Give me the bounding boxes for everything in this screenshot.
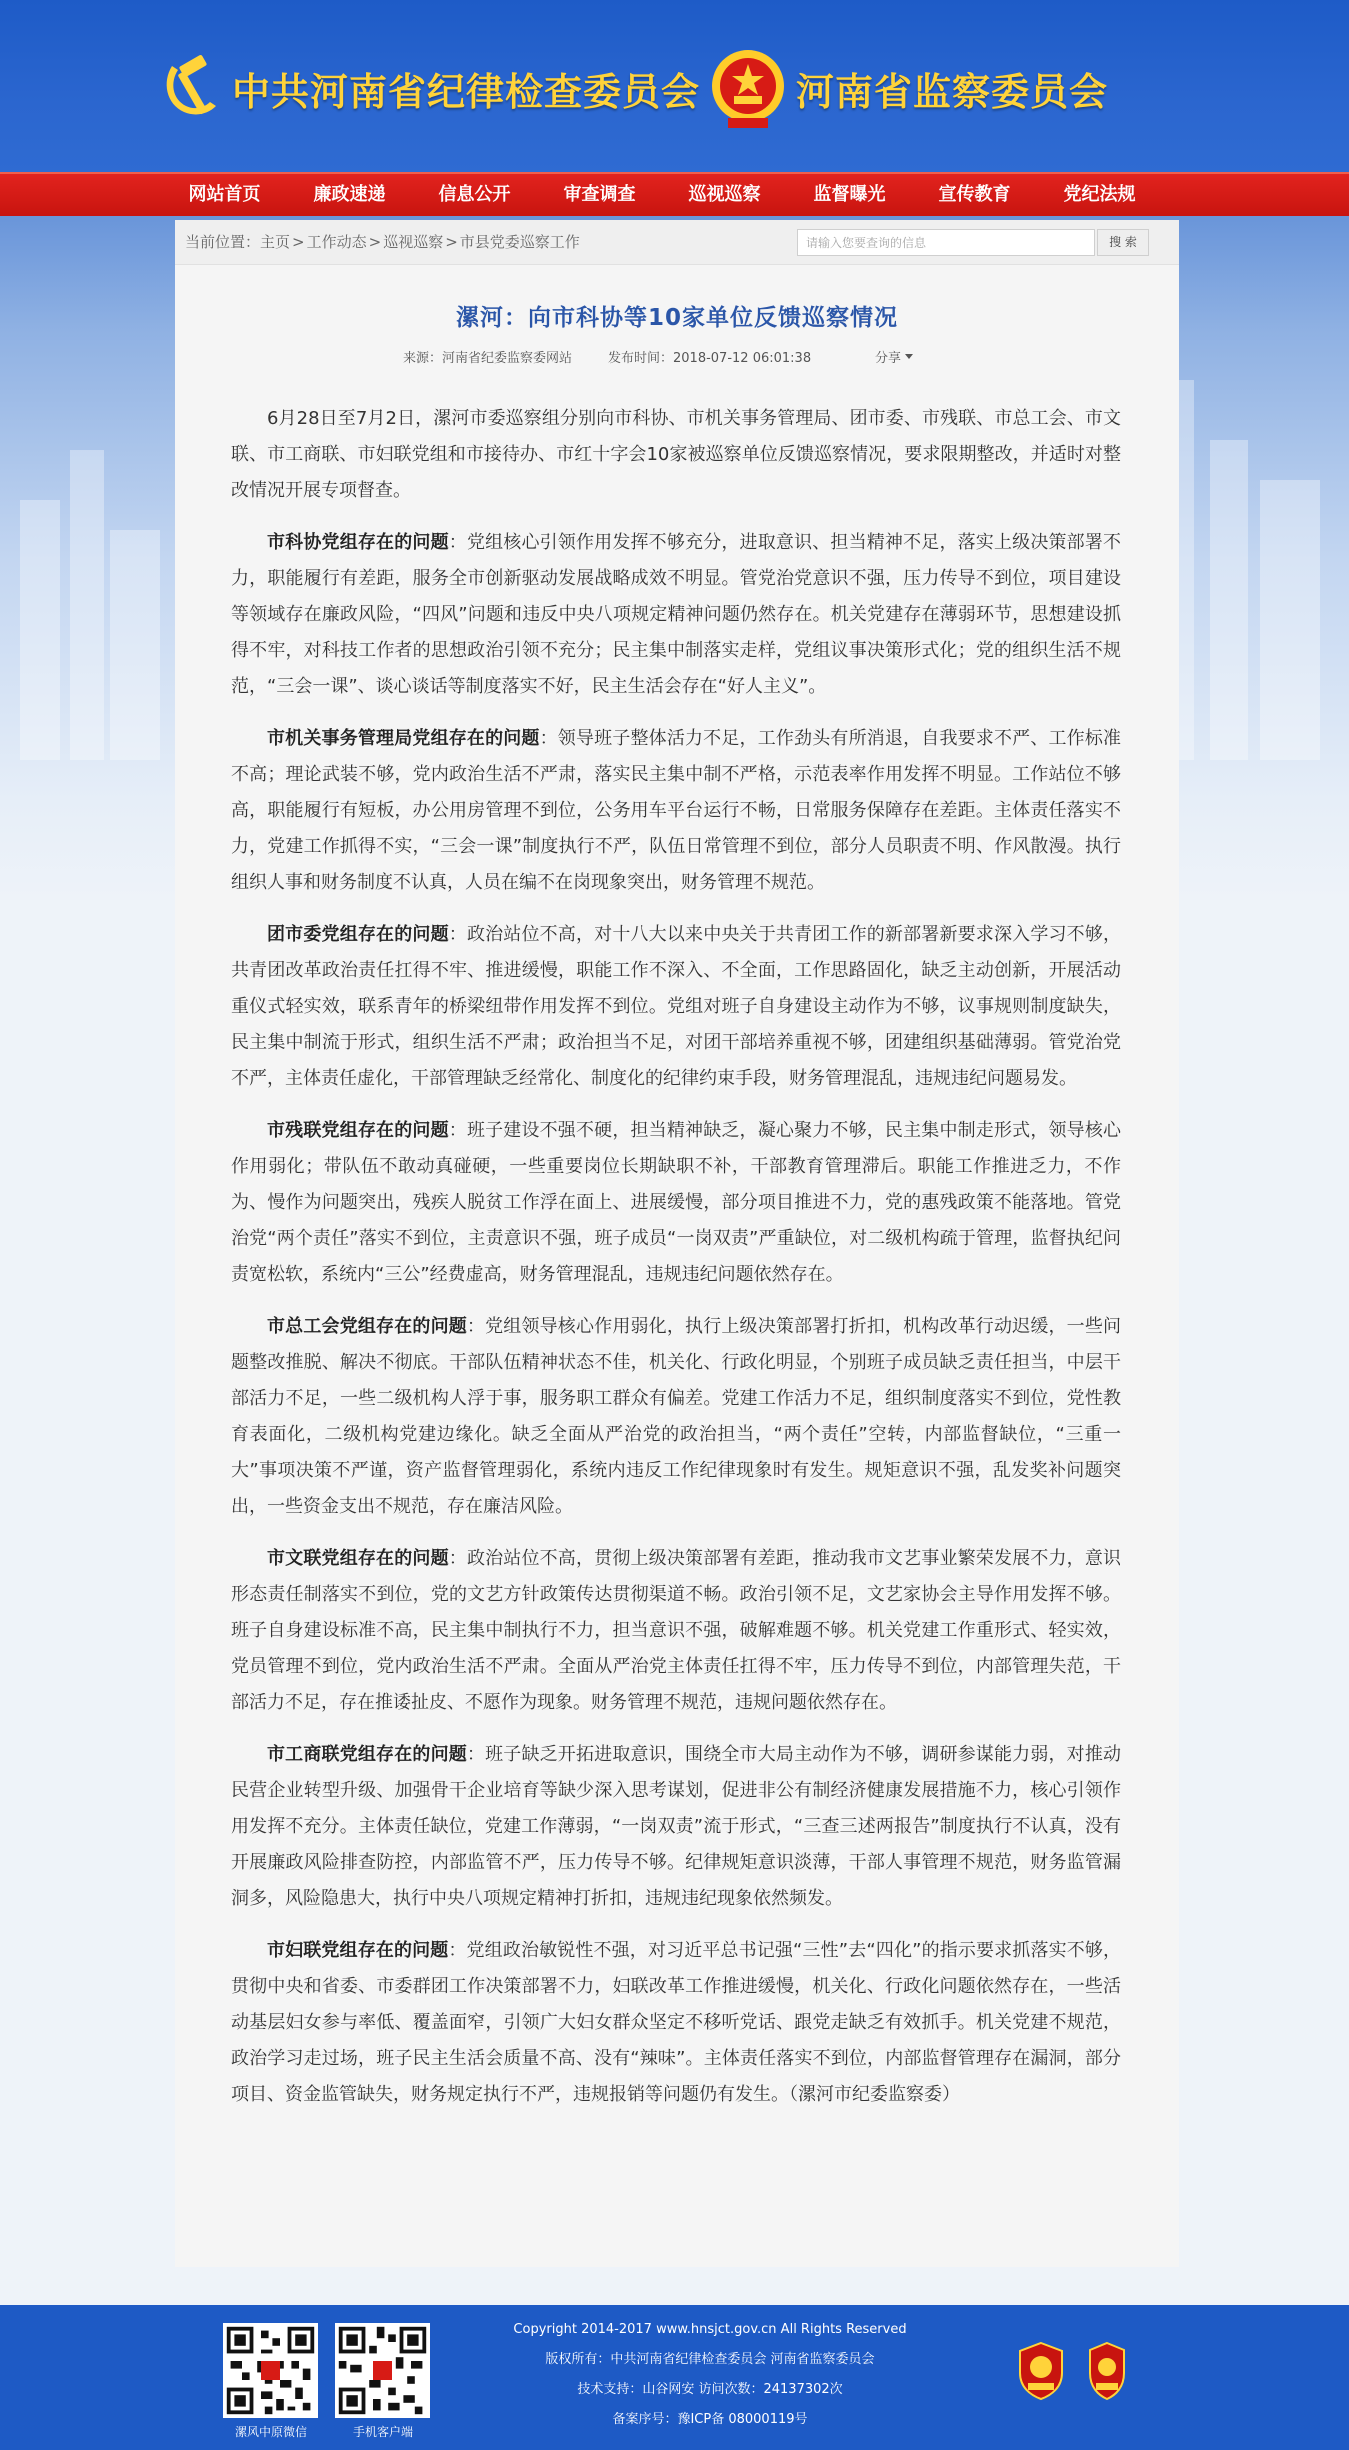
main-nav	[0, 172, 1349, 216]
section-heading: 团市委党组存在的问题	[267, 924, 449, 945]
article-paragraph: 市总工会党组存在的问题：党组领导核心作用弱化，执行上级决策部署打折扣，机构改革行动迟缓，一些问题整改推脱、解决不彻底。干部队伍精神状态不佳，机关化、行政化明显，个别班子成员缺乏责任担当，中层干部活力不足，一些二级机构人浮于事，服务职工群众有偏差。党建工作活力不足，组织制度落实不到位，党性教育表面化，二级机构党建边缘化。缺乏全面从严治党的政治担当，“两个责任”空转，内部监督缺位，“三重一大”事项决策不严谨，资产监督管理弱化，系统内违反工作纪律现象时有发生。规矩意识不强，乱发奖补问题突出，一些资金支出不规范，存在廉洁风险。	[231, 1316, 1122, 1517]
article-meta	[403, 347, 811, 366]
section-heading: 市机关事务管理局党组存在的问题	[267, 728, 540, 749]
breadcrumb-separator: >	[368, 233, 382, 251]
wechat-qr-code[interactable]	[223, 2323, 318, 2418]
article-paragraph: 市机关事务管理局党组存在的问题：领导班子整体活力不足，工作劲头有所消退，自我要求不严、工作标准不高；理论武装不够，党内政治生活不严肃，落实民主集中制不严格，示范表率作用发挥不明显。工作站位不够高，职能履行有短板，办公用房管理不到位，公务用车平台运行不畅，日常服务保障存在差距。主体责任落实不力，党建工作抓得不实，“三会一课”制度执行不严，队伍日常管理不到位，部分人员职责不明、作风散漫。执行组织人事和财务制度不认真，人员在编不在岗现象突出，财务管理不规范。	[231, 728, 1122, 893]
visit-counter: 24137302次	[763, 2382, 843, 2397]
chevron-down-icon	[905, 354, 913, 359]
section-text: 班子建设不强不硬，担当精神缺乏，凝心聚力不够，民主集中制走形式，领导核心作用弱化；带队伍不敢动真碰硬，一些重要岗位长期缺职不补，干部教育管理滞后。职能工作推进乏力，不作为、慢作为问题突出，残疾人脱贫工作浮在面上、进展缓慢，部分项目推进不力，党的惠残政策不能落地。管党治党“两个责任”落实不到位，主责意识不强，班子成员“一岗双责”严重缺位，对二级机构疏于管理，监督执纪问责宽松软，系统内“三公”经费虚高，财务管理混乱，违规违纪问题依然存在。	[231, 1120, 1122, 1285]
footer-info	[480, 2315, 940, 2435]
article-paragraph: 市工商联党组存在的问题：班子缺乏开拓进取意识，围绕全市大局主动作为不够，调研参谋能力弱，对推动民营企业转型升级、加强骨干企业培育等缺少深入思考谋划，促进非公有制经济健康发展措施不力，核心引领作用发挥不充分。主体责任缺位，党建工作薄弱，“一岗双责”流于形式，“三查三述两报告”制度执行不认真，没有开展廉政风险排查防控，内部监管不严，压力传导不够。纪律规矩意识淡薄，干部人事管理不规范，财务监管漏洞多，风险隐患大，执行中央八项规定精神打折扣，违规违纪现象依然频发。	[231, 1744, 1122, 1909]
section-text: 党组核心引领作用发挥不够充分，进取意识、担当精神不足，落实上级决策部署不力，职能履行有差距，服务全市创新驱动发展战略成效不明显。管党治党意识不强，压力传导不到位，项目建设等领域存在廉政风险，“四风”问题和违反中央八项规定精神问题仍然存在。机关党建存在薄弱环节，思想建设抓得不牢，对科技工作者的思想政治引领不充分；民主集中制落实走样，党组议事决策形式化；党的组织生活不规范，“三会一课”、谈心谈话等制度落实不好，民主生活会存在“好人主义”。	[231, 532, 1122, 697]
breadcrumb	[185, 220, 580, 264]
breadcrumb-bar	[175, 220, 1179, 265]
breadcrumb-separator: >	[292, 233, 305, 251]
section-heading: 市科协党组存在的问题	[267, 532, 449, 553]
breadcrumb-item-current[interactable]: 市县党委巡察工作	[459, 233, 580, 251]
breadcrumb-prefix: 当前位置：	[185, 233, 261, 251]
section-heading: 市工商联党组存在的问题	[267, 1744, 467, 1765]
article-title: 漯河：向市科协等10家单位反馈巡察情况	[455, 305, 898, 331]
breadcrumb-separator: >	[445, 233, 458, 251]
section-text: 政治站位不高，对十八大以来中央关于共青团工作的新部署新要求深入学习不够，共青团改革政治责任扛得不牢、推进缓慢，职能工作不深入、不全面，工作思路固化，缺乏主动创新，开展活动重仪式轻实效，联系青年的桥梁纽带作用发挥不到位。党组对班子自身建设主动作为不够，议事规则制度缺失，民主集中制流于形式，组织生活不严肃；政治担当不足，对团干部培养重视不够，团建组织基础薄弱。管党治党不严，主体责任虚化，干部管理缺乏经常化、制度化的纪律约束手段，财务管理混乱，违规违纪问题易发。	[231, 924, 1122, 1089]
header-title-left: 中共河南省纪律检查委员会	[232, 69, 701, 114]
breadcrumb-item-work[interactable]: 工作动态	[306, 233, 367, 251]
section-heading: 市文联党组存在的问题	[267, 1548, 449, 1569]
article-date: 发布时间：2018-07-12 06:01:38	[608, 351, 812, 366]
section-heading: 市残联党组存在的问题	[267, 1120, 449, 1141]
article-source: 来源：河南省纪委监察委网站	[403, 351, 573, 366]
nav-item-info[interactable]: 信息公开	[438, 184, 511, 205]
app-qr-code[interactable]	[335, 2323, 430, 2418]
article-body	[231, 401, 1121, 2129]
article-paragraph: 团市委党组存在的问题：政治站位不高，对十八大以来中央关于共青团工作的新部署新要求深入学习不够，共青团改革政治责任扛得不牢、推进缓慢，职能工作不深入、不全面，工作思路固化，缺乏主动创新，开展活动重仪式轻实效，联系青年的桥梁纽带作用发挥不到位。党组对班子自身建设主动作为不够，议事规则制度缺失，民主集中制流于形式，组织生活不严肃；政治担当不足，对团干部培养重视不够，团建组织基础薄弱。管党治党不严，主体责任虚化，干部管理缺乏经常化、制度化的纪律约束手段，财务管理混乱，违规违纪问题易发。	[231, 924, 1122, 1089]
share-button[interactable]	[875, 347, 913, 366]
content-panel	[175, 220, 1179, 2267]
nav-item-exposure[interactable]: 监督曝光	[813, 184, 886, 205]
site-header	[0, 0, 1349, 172]
footer-support: 技术支持：山谷网安 访问次数：24137302次	[577, 2382, 843, 2397]
icp-record-badge-icon[interactable]	[1087, 2341, 1127, 2401]
wechat-qr-label: 漯风中原微信	[234, 2425, 307, 2439]
breadcrumb-item-home[interactable]: 主页	[260, 233, 291, 251]
article-paragraph: 市残联党组存在的问题：班子建设不强不硬，担当精神缺乏，凝心聚力不够，民主集中制走形式，领导核心作用弱化；带队伍不敢动真碰硬，一些重要岗位长期缺职不补，干部教育管理滞后。职能工作推进乏力，不作为、慢作为问题突出，残疾人脱贫工作浮在面上、进展缓慢，部分项目推进不力，党的惠残政策不能落地。管党治党“两个责任”落实不到位，主责意识不强，班子成员“一岗双责”严重缺位，对二级机构疏于管理，监督执纪问责宽松软，系统内“三公”经费虚高，财务管理混乱，违规违纪问题依然存在。	[231, 1120, 1122, 1285]
nav-item-home[interactable]: 网站首页	[188, 184, 261, 205]
section-text: 党组领导核心作用弱化，执行上级决策部署打折扣，机构改革行动迟缓，一些问题整改推脱、解决不彻底。干部队伍精神状态不佳，机关化、行政化明显，个别班子成员缺乏责任担当，中层干部活力不足，一些二级机构人浮于事，服务职工群众有偏差。党建工作活力不足，组织制度落实不到位，党性教育表面化，二级机构党建边缘化。缺乏全面从严治党的政治担当，“两个责任”空转，内部监督缺位，“三重一大”事项决策不严谨，资产监督管理弱化，系统内违反工作纪律现象时有发生。规矩意识不强，乱发奖补问题突出，一些资金支出不规范，存在廉洁风险。	[231, 1316, 1122, 1517]
share-label: 分享	[875, 351, 902, 366]
hammer-sickle-icon	[160, 52, 222, 124]
section-heading: 市总工会党组存在的问题	[267, 1316, 467, 1337]
nav-item-investigation[interactable]: 审查调查	[563, 184, 636, 205]
section-heading: 市妇联党组存在的问题	[267, 1940, 449, 1961]
nav-item-education[interactable]: 宣传教育	[938, 184, 1011, 205]
party-gov-badge-icon[interactable]	[1016, 2341, 1066, 2401]
search-input[interactable]	[797, 229, 1095, 256]
section-text: 党组政治敏锐性不强，对习近平总书记强“三性”去“四化”的指示要求抓落实不够，贯彻中央和省委、市委群团工作决策部署不力，妇联改革工作推进缓慢，机关化、行政化问题依然存在，一些活动基层妇女参与率低、覆盖面窄，引领广大妇女群众坚定不移听党话、跟党走缺乏有效抓手。机关党建不规范，政治学习走过场，班子民主生活会质量不高、没有“辣味”。主体责任落实不到位，内部监督管理存在漏洞，部分项目、资金监管缺失，财务规定执行不严，违规报销等问题仍有发生。（漯河市纪委监察委）	[231, 1940, 1121, 2105]
nav-item-inspection[interactable]: 巡视巡察	[688, 184, 761, 205]
footer-owner: 版权所有：中共河南省纪律检查委员会 河南省监察委员会	[545, 2352, 875, 2367]
app-qr-label: 手机客户端	[352, 2425, 413, 2439]
national-emblem-icon	[708, 46, 788, 130]
article-paragraph: 市文联党组存在的问题：政治站位不高，贯彻上级决策部署有差距，推动我市文艺事业繁荣发展不力，意识形态责任制落实不到位，党的文艺方针政策传达贯彻渠道不畅。政治引领不足，文艺家协会主导作用发挥不够。班子自身建设标准不高，民主集中制执行不力，担当意识不强，破解难题不够。机关党建工作重形式、轻实效，党员管理不到位，党内政治生活不严肃。全面从严治党主体责任扛得不牢，压力传导不到位，内部管理失范，干部活力不足，存在推诿扯皮、不愿作为现象。财务管理不规范，违规问题依然存在。	[231, 1548, 1122, 1713]
site-footer	[0, 2305, 1349, 2450]
site-logo[interactable]	[160, 38, 1108, 138]
footer-icp[interactable]: 备案序号：豫ICP备 08000119号	[612, 2412, 808, 2427]
search-button[interactable]: 搜 索	[1097, 229, 1149, 256]
nav-item-news[interactable]: 廉政速递	[313, 184, 386, 205]
section-text: 政治站位不高，贯彻上级决策部署有差距，推动我市文艺事业繁荣发展不力，意识形态责任制落实不到位，党的文艺方针政策传达贯彻渠道不畅。政治引领不足，文艺家协会主导作用发挥不够。班子自身建设标准不高，民主集中制执行不力，担当意识不强，破解难题不够。机关党建工作重形式、轻实效，党员管理不到位，党内政治生活不严肃。全面从严治党主体责任扛得不牢，压力传导不到位，内部管理失范，干部活力不足，存在推诿扯皮、不愿作为现象。财务管理不规范，违规问题依然存在。	[231, 1548, 1122, 1713]
header-title-right: 河南省监察委员会	[796, 69, 1109, 114]
breadcrumb-item-inspection[interactable]: 巡视巡察	[383, 233, 444, 251]
section-text: 班子缺乏开拓进取意识，围绕全市大局主动作为不够，调研参谋能力弱，对推动民营企业转型升级、加强骨干企业培育等缺少深入思考谋划，促进非公有制经济健康发展措施不力，核心引领作用发挥不充分。主体责任缺位，党建工作薄弱，“一岗双责”流于形式，“三查三述两报告”制度执行不认真，没有开展廉政风险排查防控，内部监管不严，压力传导不够。纪律规矩意识淡薄，干部人事管理不规范，财务监管漏洞多，风险隐患大，执行中央八项规定精神打折扣，违规违纪现象依然频发。	[231, 1744, 1122, 1909]
article-paragraph: 市妇联党组存在的问题：党组政治敏锐性不强，对习近平总书记强“三性”去“四化”的指示要求抓落实不够，贯彻中央和省委、市委群团工作决策部署不力，妇联改革工作推进缓慢，机关化、行政化问题依然存在，一些活动基层妇女参与率低、覆盖面窄，引领广大妇女群众坚定不移听党话、跟党走缺乏有效抓手。机关党建不规范，政治学习走过场，班子民主生活会质量不高、没有“辣味”。主体责任落实不到位，内部监督管理存在漏洞，部分项目、资金监管缺失，财务规定执行不严，违规报销等问题仍有发生。（漯河市纪委监察委）	[231, 1940, 1121, 2105]
section-text: 领导班子整体活力不足，工作劲头有所消退，自我要求不严、工作标准不高；理论武装不够，党内政治生活不严肃，落实民主集中制不严格，示范表率作用发挥不明显。工作站位不够高，职能履行有短板，办公用房管理不到位，公务用车平台运行不畅，日常服务保障存在差距。主体责任落实不力，党建工作抓得不实，“三会一课”制度执行不严，队伍日常管理不到位，部分人员职责不明、作风散漫。执行组织人事和财务制度不认真，人员在编不在岗现象突出，财务管理不规范。	[231, 728, 1122, 893]
nav-item-regulations[interactable]: 党纪法规	[1063, 184, 1136, 205]
article-intro: 6月28日至7月2日，漯河市委巡察组分别向市科协、市机关事务管理局、团市委、市残联、市总工会、市文联、市工商联、市妇联党组和市接待办、市红十字会10家被巡察单位反馈巡察情况，要求限期整改，并适时对整改情况开展专项督查。	[231, 408, 1121, 501]
article-paragraph: 市科协党组存在的问题：党组核心引领作用发挥不够充分，进取意识、担当精神不足，落实上级决策部署不力，职能履行有差距，服务全市创新驱动发展战略成效不明显。管党治党意识不强，压力传导不到位，项目建设等领域存在廉政风险，“四风”问题和违反中央八项规定精神问题仍然存在。机关党建存在薄弱环节，思想建设抓得不牢，对科技工作者的思想政治引领不充分；民主集中制落实走样，党组议事决策形式化；党的组织生活不规范，“三会一课”、谈心谈话等制度落实不好，民主生活会存在“好人主义”。	[231, 532, 1122, 697]
footer-copyright: Copyright 2014-2017 www.hnsjct.gov.cn All Rights Reserved	[513, 2322, 907, 2337]
